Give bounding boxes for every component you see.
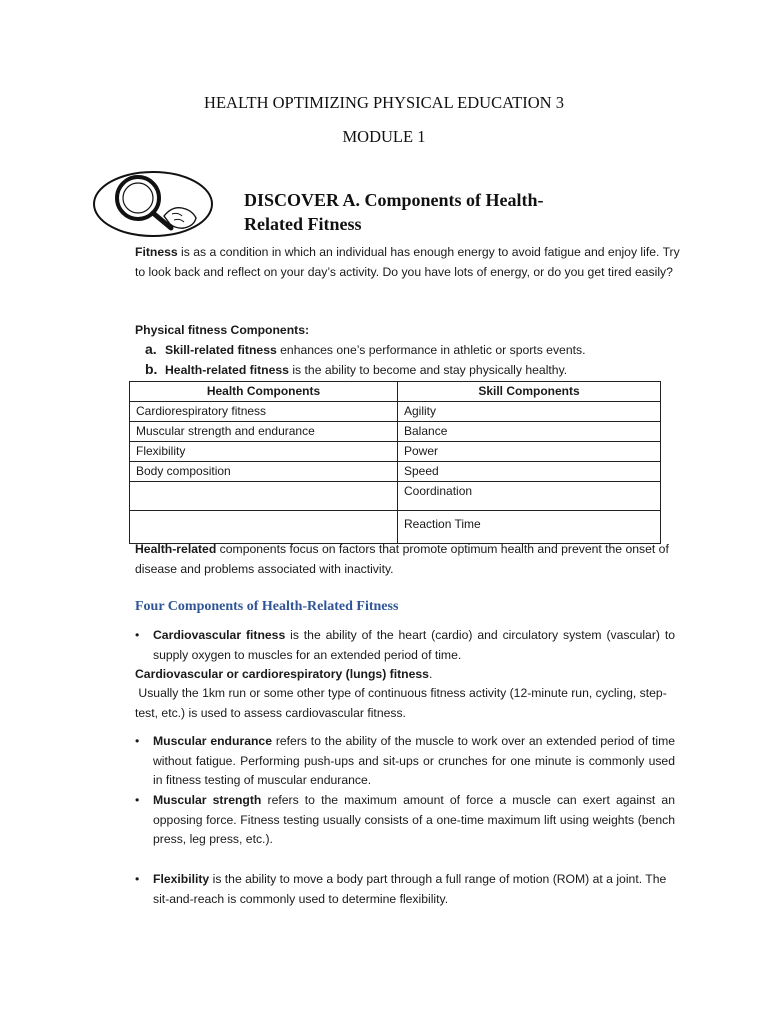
table-cell: Power xyxy=(398,442,661,462)
title-line-1: DISCOVER A. Components of Health- xyxy=(244,190,544,210)
table-cell xyxy=(130,482,398,511)
table-cell: Agility xyxy=(398,402,661,422)
table-header-skill: Skill Components xyxy=(398,382,661,402)
list-term: Skill-related fitness xyxy=(165,343,277,357)
bullet-text: refers to the ability of the muscle to work over an extended period of time without fatigue. Performing push-ups and sit-ups or crunches for one minute is commonly used in fitness testing of muscular endurance. xyxy=(153,734,676,787)
health-related-text: components focus on factors that promote optimum health and prevent the onset of disease and problems associated with inactivity. xyxy=(135,542,669,576)
intro-term: Fitness xyxy=(135,245,178,259)
list-letter: a. xyxy=(145,341,157,357)
table-row xyxy=(130,511,661,544)
list-item xyxy=(145,340,585,361)
bullet-item xyxy=(135,791,675,850)
components-table xyxy=(129,381,661,544)
health-related-term: Health-related xyxy=(135,542,217,556)
list-letter: b. xyxy=(145,361,158,377)
cardiovascular-note xyxy=(135,665,432,685)
table-row xyxy=(130,422,661,442)
bullet-term: Cardiovascular fitness xyxy=(153,628,286,642)
table-cell: Flexibility xyxy=(130,442,398,462)
list-text: enhances one’s performance in athletic or sports events. xyxy=(276,343,586,357)
bullet-text: refers to the maximum amount of force a muscle can exert against an opposing force. Fitness testing usually consists of a one-time maximum lift using weights (bench press, leg press, etc.). xyxy=(153,793,675,846)
table-cell: Body composition xyxy=(130,462,398,482)
bullet-item xyxy=(135,626,675,665)
cardiovascular-note-period: . xyxy=(428,667,433,681)
document-header: HEALTH OPTIMIZING PHYSICAL EDUCATION 3 xyxy=(204,93,564,112)
list-term: Health-related fitness xyxy=(165,363,289,377)
bullet-icon: • xyxy=(135,734,140,748)
bullet-icon: • xyxy=(135,793,140,807)
bullet-item xyxy=(135,870,675,909)
table-cell: Muscular strength and endurance xyxy=(130,422,398,442)
bullet-text: is the ability to move a body part through a full range of motion (ROM) at a joint. The sit-and-reach is commonly used to determine flexibility. xyxy=(153,872,667,906)
health-related-paragraph xyxy=(135,540,675,579)
cardiovascular-note-text: Cardiovascular or cardiorespiratory (lungs) fitness xyxy=(135,667,429,681)
table-header-health: Health Components xyxy=(130,382,398,402)
table-cell: Reaction Time xyxy=(398,511,661,544)
table-row xyxy=(130,462,661,482)
magnifying-glass-hand-icon xyxy=(92,170,214,238)
bullet-term: Muscular endurance xyxy=(153,734,272,748)
subsection-title: Four Components of Health-Related Fitness xyxy=(135,599,399,614)
assessment-paragraph: Usually the 1km run or some other type of continuous fitness activity (12-minute run, cycling, step-test, etc.) is used to assess cardiovascular fitness. xyxy=(135,686,667,720)
bullet-term: Flexibility xyxy=(153,872,210,886)
list-text: is the ability to become and stay physically healthy. xyxy=(288,363,568,377)
table-cell xyxy=(130,511,398,544)
table-row xyxy=(130,482,661,511)
bullet-item xyxy=(135,732,675,791)
bullet-icon: • xyxy=(135,628,140,642)
module-label: MODULE 1 xyxy=(342,127,426,146)
table-cell: Balance xyxy=(398,422,661,442)
table-row xyxy=(130,442,661,462)
title-line-2: Related Fitness xyxy=(244,214,362,234)
table-cell: Cardiorespiratory fitness xyxy=(130,402,398,422)
section-title xyxy=(244,188,664,236)
list-item xyxy=(145,360,567,381)
intro-paragraph xyxy=(135,243,680,282)
intro-text: is as a condition in which an individual has enough energy to avoid fatigue and enjoy life. Try to look back and reflect on your day’s activity. Do you have lots of energy, or do you get tired easily? xyxy=(135,245,680,279)
table-cell: Speed xyxy=(398,462,661,482)
bullet-icon: • xyxy=(135,872,140,886)
components-heading: Physical fitness Components: xyxy=(135,323,310,337)
bullet-term: Muscular strength xyxy=(153,793,262,807)
table-row xyxy=(130,402,661,422)
bullet-text: is the ability of the heart (cardio) and circulatory system (vascular) to supply oxygen to muscles for an extended period of time. xyxy=(153,628,675,662)
table-cell: Coordination xyxy=(398,482,661,511)
table-header-row xyxy=(130,382,661,402)
